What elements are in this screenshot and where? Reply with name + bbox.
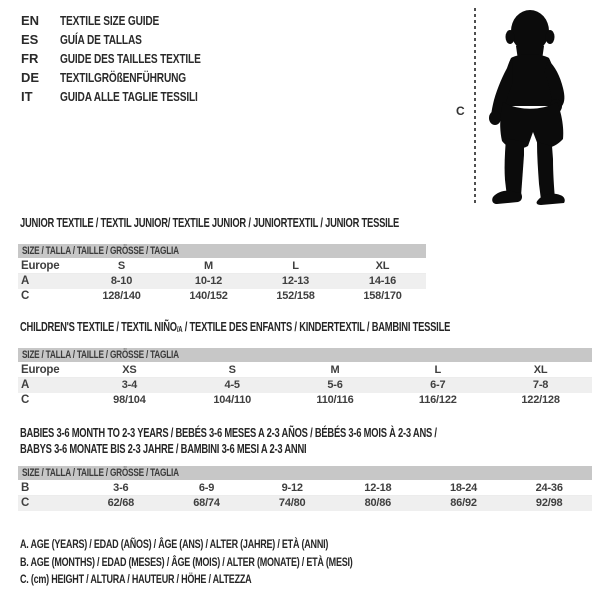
age-cell: 5-6 <box>327 379 343 391</box>
toddler-silhouette-shape <box>489 10 565 205</box>
months-cell: 6-9 <box>198 482 215 494</box>
babies-size-table <box>18 466 592 511</box>
size-cell: S <box>228 364 236 376</box>
age-cell: 8-10 <box>110 275 133 287</box>
footnote-height-cm-text: C. (cm) HEIGHT / ALTURA / HAUTEUR / HÖHE / ALTEZZA <box>20 572 252 586</box>
language-code-en: EN <box>21 13 40 28</box>
row-label: C <box>21 497 30 509</box>
height-cell: 140/152 <box>189 290 228 302</box>
babies-size-header-bar <box>18 466 592 480</box>
babies-section-title-line1: BABIES 3-6 MONTH TO 2-3 YEARS / BEBÉS 3-6 MESES A 2-3 AÑOS / BÉBÉS 3-6 MOIS À 2-3 ANS / <box>20 426 437 440</box>
months-cell: 3-6 <box>113 482 129 494</box>
height-cell: 104/110 <box>213 394 252 406</box>
age-cell: 12-13 <box>281 275 310 287</box>
height-cell: 152/158 <box>276 290 315 302</box>
language-code-es: ES <box>21 32 39 47</box>
junior-size-header-bar <box>18 244 426 258</box>
junior-size-header-text: SIZE / TALLA / TAILLE / GRÖSSE / TAGLIA <box>22 245 179 257</box>
footnote-age-years <box>20 536 463 554</box>
footnote-age-months <box>20 554 463 572</box>
height-cell: 110/116 <box>316 394 354 406</box>
table-row-babies-months <box>18 481 592 496</box>
row-label: A <box>21 275 30 287</box>
months-cell: 18-24 <box>449 482 478 494</box>
guide-title-fr: GUIDE DES TAILLES TEXTILE <box>60 51 201 66</box>
height-cell: 68/74 <box>193 497 220 509</box>
height-cell: 92/98 <box>535 497 563 509</box>
children-title-subscript: /A <box>176 325 183 334</box>
children-size-header-bar <box>18 348 592 362</box>
junior-section-title <box>20 216 525 230</box>
height-cell: 128/140 <box>102 290 141 302</box>
language-row-it <box>21 87 240 106</box>
size-cell: L <box>434 364 442 376</box>
height-cell: 62/68 <box>107 497 135 509</box>
row-label: B <box>21 482 30 494</box>
guide-title-en: TEXTILE SIZE GUIDE <box>60 13 160 28</box>
guide-title-it: GUIDA ALLE TAGLIE TESSILI <box>60 89 198 104</box>
language-row-de <box>21 68 240 87</box>
children-title-pre: CHILDREN'S TEXTILE / TEXTIL NIÑO <box>20 320 177 334</box>
children-size-header-text: SIZE / TALLA / TAILLE / GRÖSSE / TAGLIA <box>22 349 179 361</box>
height-cell: 80/86 <box>364 497 392 509</box>
table-row-children-europe <box>18 363 592 378</box>
babies-section-title <box>20 425 576 457</box>
months-cell: 9-12 <box>281 482 303 494</box>
language-code-fr: FR <box>21 51 39 66</box>
language-row-en <box>21 11 240 30</box>
height-cell: 74/80 <box>278 497 306 509</box>
babies-size-header-text: SIZE / TALLA / TAILLE / GRÖSSE / TAGLIA <box>22 467 179 479</box>
language-code-de: DE <box>21 70 40 85</box>
height-cell: 98/104 <box>113 394 146 406</box>
height-measure-dashed-line <box>474 8 476 205</box>
legend-footnotes <box>20 536 463 589</box>
months-cell: 12-18 <box>364 482 392 494</box>
children-size-table <box>18 348 592 408</box>
size-cell: XS <box>122 364 137 376</box>
size-cell: M <box>204 260 213 272</box>
language-title-list <box>21 11 240 106</box>
age-cell: 10-12 <box>194 275 223 287</box>
language-row-fr <box>21 49 240 68</box>
footnote-height-cm <box>20 571 463 589</box>
size-cell: XL <box>375 260 390 272</box>
children-title-post: / TEXTILE DES ENFANTS / KINDERTEXTIL / BAMBINI TESSILE <box>182 320 451 334</box>
size-cell: XL <box>533 364 548 376</box>
age-cell: 6-7 <box>430 379 446 391</box>
age-cell: 3-4 <box>121 379 138 391</box>
table-row-children-age <box>18 378 592 393</box>
age-cell: 7-8 <box>532 379 549 391</box>
guide-title-es: GUÍA DE TALLAS <box>60 32 142 47</box>
children-section-title-text <box>20 320 450 334</box>
row-label: Europe <box>21 260 60 272</box>
language-code-it: IT <box>21 89 33 104</box>
months-cell: 24-36 <box>535 482 563 494</box>
height-cell: 158/170 <box>363 290 402 302</box>
age-cell: 14-16 <box>368 275 397 287</box>
size-cell: L <box>292 260 299 272</box>
table-row-junior-age <box>18 274 426 289</box>
junior-size-table <box>18 244 426 304</box>
table-row-junior-height <box>18 289 426 304</box>
row-label: C <box>21 394 30 406</box>
table-row-babies-height <box>18 496 592 511</box>
babies-section-title-line2: BABYS 3-6 MONATE BIS 2-3 JAHRE / BAMBINI 3-6 MESI A 2-3 ANNI <box>20 442 307 456</box>
height-marker-label: C <box>456 104 465 118</box>
size-cell: M <box>330 364 340 376</box>
size-cell: S <box>117 260 126 272</box>
footnote-age-years-text: A. AGE (YEARS) / EDAD (AÑOS) / ÂGE (ANS) / ALTER (JAHRE) / ETÀ (ANNI) <box>20 537 329 551</box>
language-row-es <box>21 30 240 49</box>
height-cell: 86/92 <box>450 497 477 509</box>
row-label: Europe <box>21 364 60 376</box>
height-cell: 122/128 <box>521 394 560 406</box>
height-cell: 116/122 <box>418 394 457 406</box>
row-label: A <box>21 379 30 391</box>
junior-section-title-text: JUNIOR TEXTILE / TEXTIL JUNIOR/ TEXTILE JUNIOR / JUNIORTEXTIL / JUNIOR TESSILE <box>20 216 400 230</box>
toddler-silhouette-icon <box>478 8 590 208</box>
footnote-age-months-text: B. AGE (MONTHS) / EDAD (MESES) / ÂGE (MOIS) / ALTER (MONATE) / ETÀ (MESI) <box>20 554 353 569</box>
table-row-children-height <box>18 393 592 408</box>
table-row-junior-europe <box>18 259 426 274</box>
age-cell: 4-5 <box>224 379 240 391</box>
guide-title-de: TEXTILGRÖßENFÜHRUNG <box>60 70 187 85</box>
children-section-title <box>20 320 593 334</box>
row-label: C <box>21 290 30 302</box>
